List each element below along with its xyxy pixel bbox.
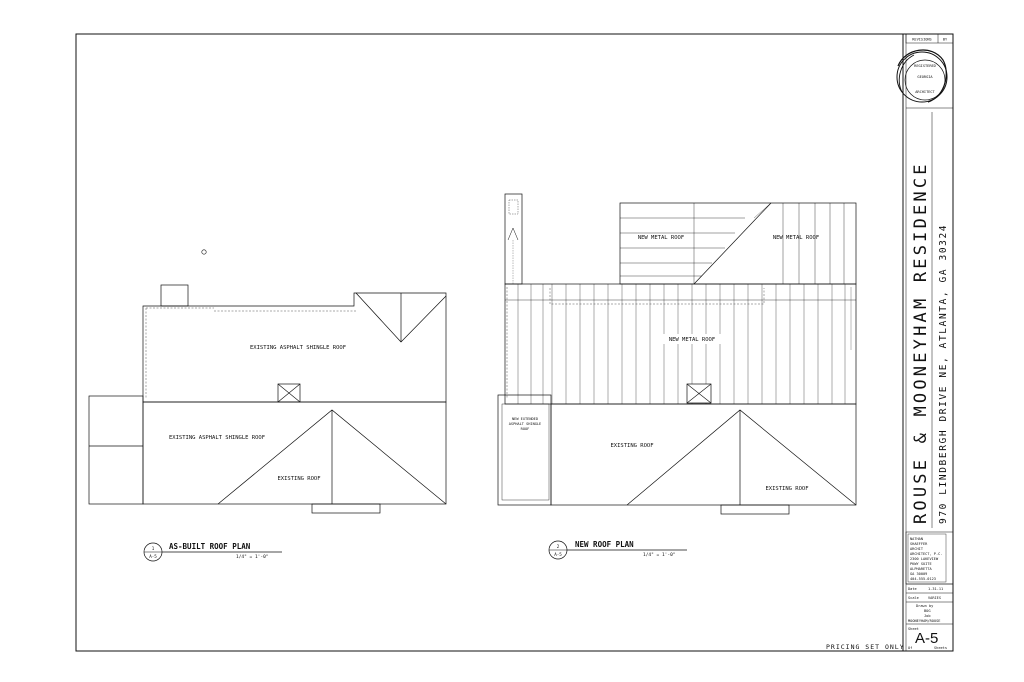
plan-1-caption [144,542,282,561]
as-built-roof-plan [89,250,446,561]
project-address: 970 LINDBERGH DRIVE NE, ATLANTA, GA 30324 [938,223,949,524]
scale-label: Scale [908,596,919,600]
metal-roof-addition [620,203,856,284]
lower-roof-label: EXISTING ASPHALT SHINGLE ROOF [168,435,266,441]
plan-1-sheet-ref: A-5 [149,554,157,559]
new-roof-plan [498,194,856,559]
sheet-number: A-5 [915,630,939,647]
lower-existing-roof [551,404,856,505]
metal-roof-right-label: NEW METAL ROOF [772,235,820,241]
sheets-label: Sheets [934,646,947,650]
extended-roof-label-2: ASPHALT SHINGLE [508,422,542,426]
upper-roof-label: EXISTING ASPHALT SHINGLE ROOF [249,345,347,351]
of-label: Of [908,646,913,650]
extended-roof-label-3: ROOF [520,427,530,431]
sheet-label: Sheet [908,627,919,631]
plan-1-scale: 1/4" = 1'-0" [236,555,269,560]
seal-line-2: GEORGIA [917,75,933,79]
architect-line-4: ARCHITECT, P.C. [910,552,943,556]
gable-roof [218,410,446,504]
architect-line-6: PKWY SUITE [910,562,932,566]
metal-roof-left-label: NEW METAL ROOF [637,235,685,241]
plan-2-caption [549,540,687,559]
revisions-header: REVISIONS [912,37,932,42]
architect-seal [897,50,947,102]
drawn-by-value: BOG [924,609,931,613]
existing-roof-right-label: EXISTING ROOF [765,486,809,492]
chimney-extended [505,194,522,284]
existing-roof-left-label: EXISTING ROOF [610,443,654,449]
title-block [897,34,953,650]
architect-line-3: ARCHIT [910,547,923,551]
seal-line-1: REGISTERED [914,64,936,68]
gable-roof-label: EXISTING ROOF [277,476,321,482]
job-label: Job [924,614,931,618]
plan-2-number: 2 [556,544,560,549]
job-value: MOONEYHAM/ROUSE [908,619,941,623]
project-title: ROUSE & MOONEYHAM RESIDENCE [911,161,931,524]
architect-line-2: SHAEFFER [910,542,928,546]
architect-line-7: ALPHARETTA [910,567,932,571]
pricing-set-label: PRICING SET ONLY [826,643,905,651]
architect-line-9: 404-555-0123 [910,577,936,581]
architect-line-8: GA 30009 [910,572,928,576]
by-header: BY [942,37,948,42]
drawn-by-label: Drawn by [916,604,934,608]
skylight [278,384,300,402]
plan-2-title: NEW ROOF PLAN [575,540,634,549]
vent-circle [202,250,206,254]
extended-asphalt-roof [498,395,551,505]
left-addition [89,396,143,504]
plan-1-number: 1 [151,546,155,551]
scale-value: VARIES [928,596,941,600]
chimney [161,285,188,306]
lower-roof-outline [143,402,446,504]
date-value: 1-31-11 [928,587,944,591]
architect-line-5: 2300 LAKEVIEW [910,557,939,561]
plan-2-sheet-ref: A-5 [554,552,562,557]
date-label: Date [908,587,917,591]
new-gable-roof [627,410,856,505]
extended-roof-label-1: NEW EXTENDED [512,417,538,421]
metal-roof-main-label: NEW METAL ROOF [668,337,716,343]
sheet-border [76,34,953,651]
plan-2-scale: 1/4" = 1'-0" [643,553,676,558]
seal-line-3: ARCHITECT [915,90,935,94]
plan-1-title: AS-BUILT ROOF PLAN [169,542,251,551]
architect-line-1: NATHAN [910,537,923,541]
